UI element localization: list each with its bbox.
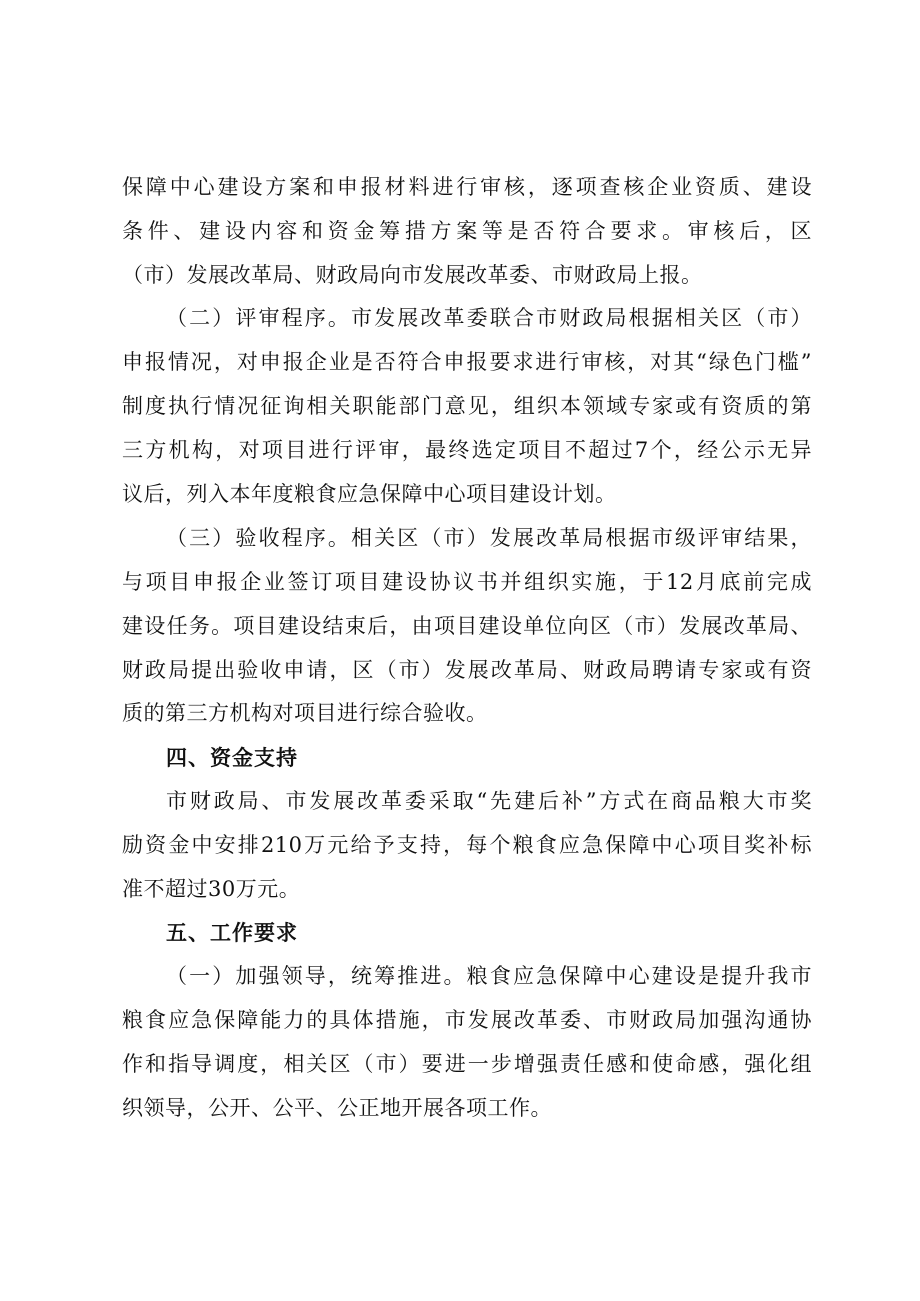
paragraph-line: 保障中心建设方案和申报材料进行审核，逐项查核企业资质、建设 xyxy=(122,175,812,199)
paragraph-line: 粮食应急保障能力的具体措施，市发展改革委、市财政局加强沟通协 xyxy=(122,1008,812,1032)
paragraph-line: 与项目申报企业签订项目建设协议书并组织实施，于12月底前完成 xyxy=(122,570,812,594)
section-heading: 五、工作要求 xyxy=(166,921,298,945)
paragraph-line: 议后，列入本年度粮食应急保障中心项目建设计划。 xyxy=(122,482,617,506)
paragraph-line: （三）验收程序。相关区（市）发展改革局根据市级评审结果， xyxy=(166,526,812,550)
paragraph-line: 申报情况，对申报企业是否符合申报要求进行审核，对其“绿色门槛” xyxy=(122,350,812,374)
paragraph-line: 质的第三方机构对项目进行综合验收。 xyxy=(122,701,488,725)
section-heading: 四、资金支持 xyxy=(166,746,298,770)
paragraph-line: 建设任务。项目建设结束后，由项目建设单位向区（市）发展改革局、 xyxy=(122,614,812,638)
paragraph-line: 三方机构，对项目进行评审，最终选定项目不超过7个，经公示无异 xyxy=(122,438,812,462)
paragraph-line: 准不超过30万元。 xyxy=(122,877,301,901)
paragraph-line: （二）评审程序。市发展改革委联合市财政局根据相关区（市） xyxy=(166,306,812,330)
paragraph-line: （一）加强领导，统筹推进。粮食应急保障中心建设是提升我市 xyxy=(166,964,812,988)
paragraph-line: 励资金中安排210万元给予支持，每个粮食应急保障中心项目奖补标 xyxy=(122,833,812,857)
paragraph-line: 市财政局、市发展改革委采取“先建后补”方式在商品粮大市奖 xyxy=(166,789,812,813)
paragraph-line: 织领导，公开、公平、公正地开展各项工作。 xyxy=(122,1096,552,1120)
paragraph-line: （市）发展改革局、财政局向市发展改革委、市财政局上报。 xyxy=(122,263,703,287)
paragraph-line: 财政局提出验收申请，区（市）发展改革局、财政局聘请专家或有资 xyxy=(122,658,812,682)
paragraph-line: 条件、建设内容和资金筹措方案等是否符合要求。审核后，区 xyxy=(122,219,812,243)
paragraph-line: 作和指导调度，相关区（市）要进一步增强责任感和使命感，强化组 xyxy=(122,1052,812,1076)
paragraph-line: 制度执行情况征询相关职能部门意见，组织本领域专家或有资质的第 xyxy=(122,394,812,418)
